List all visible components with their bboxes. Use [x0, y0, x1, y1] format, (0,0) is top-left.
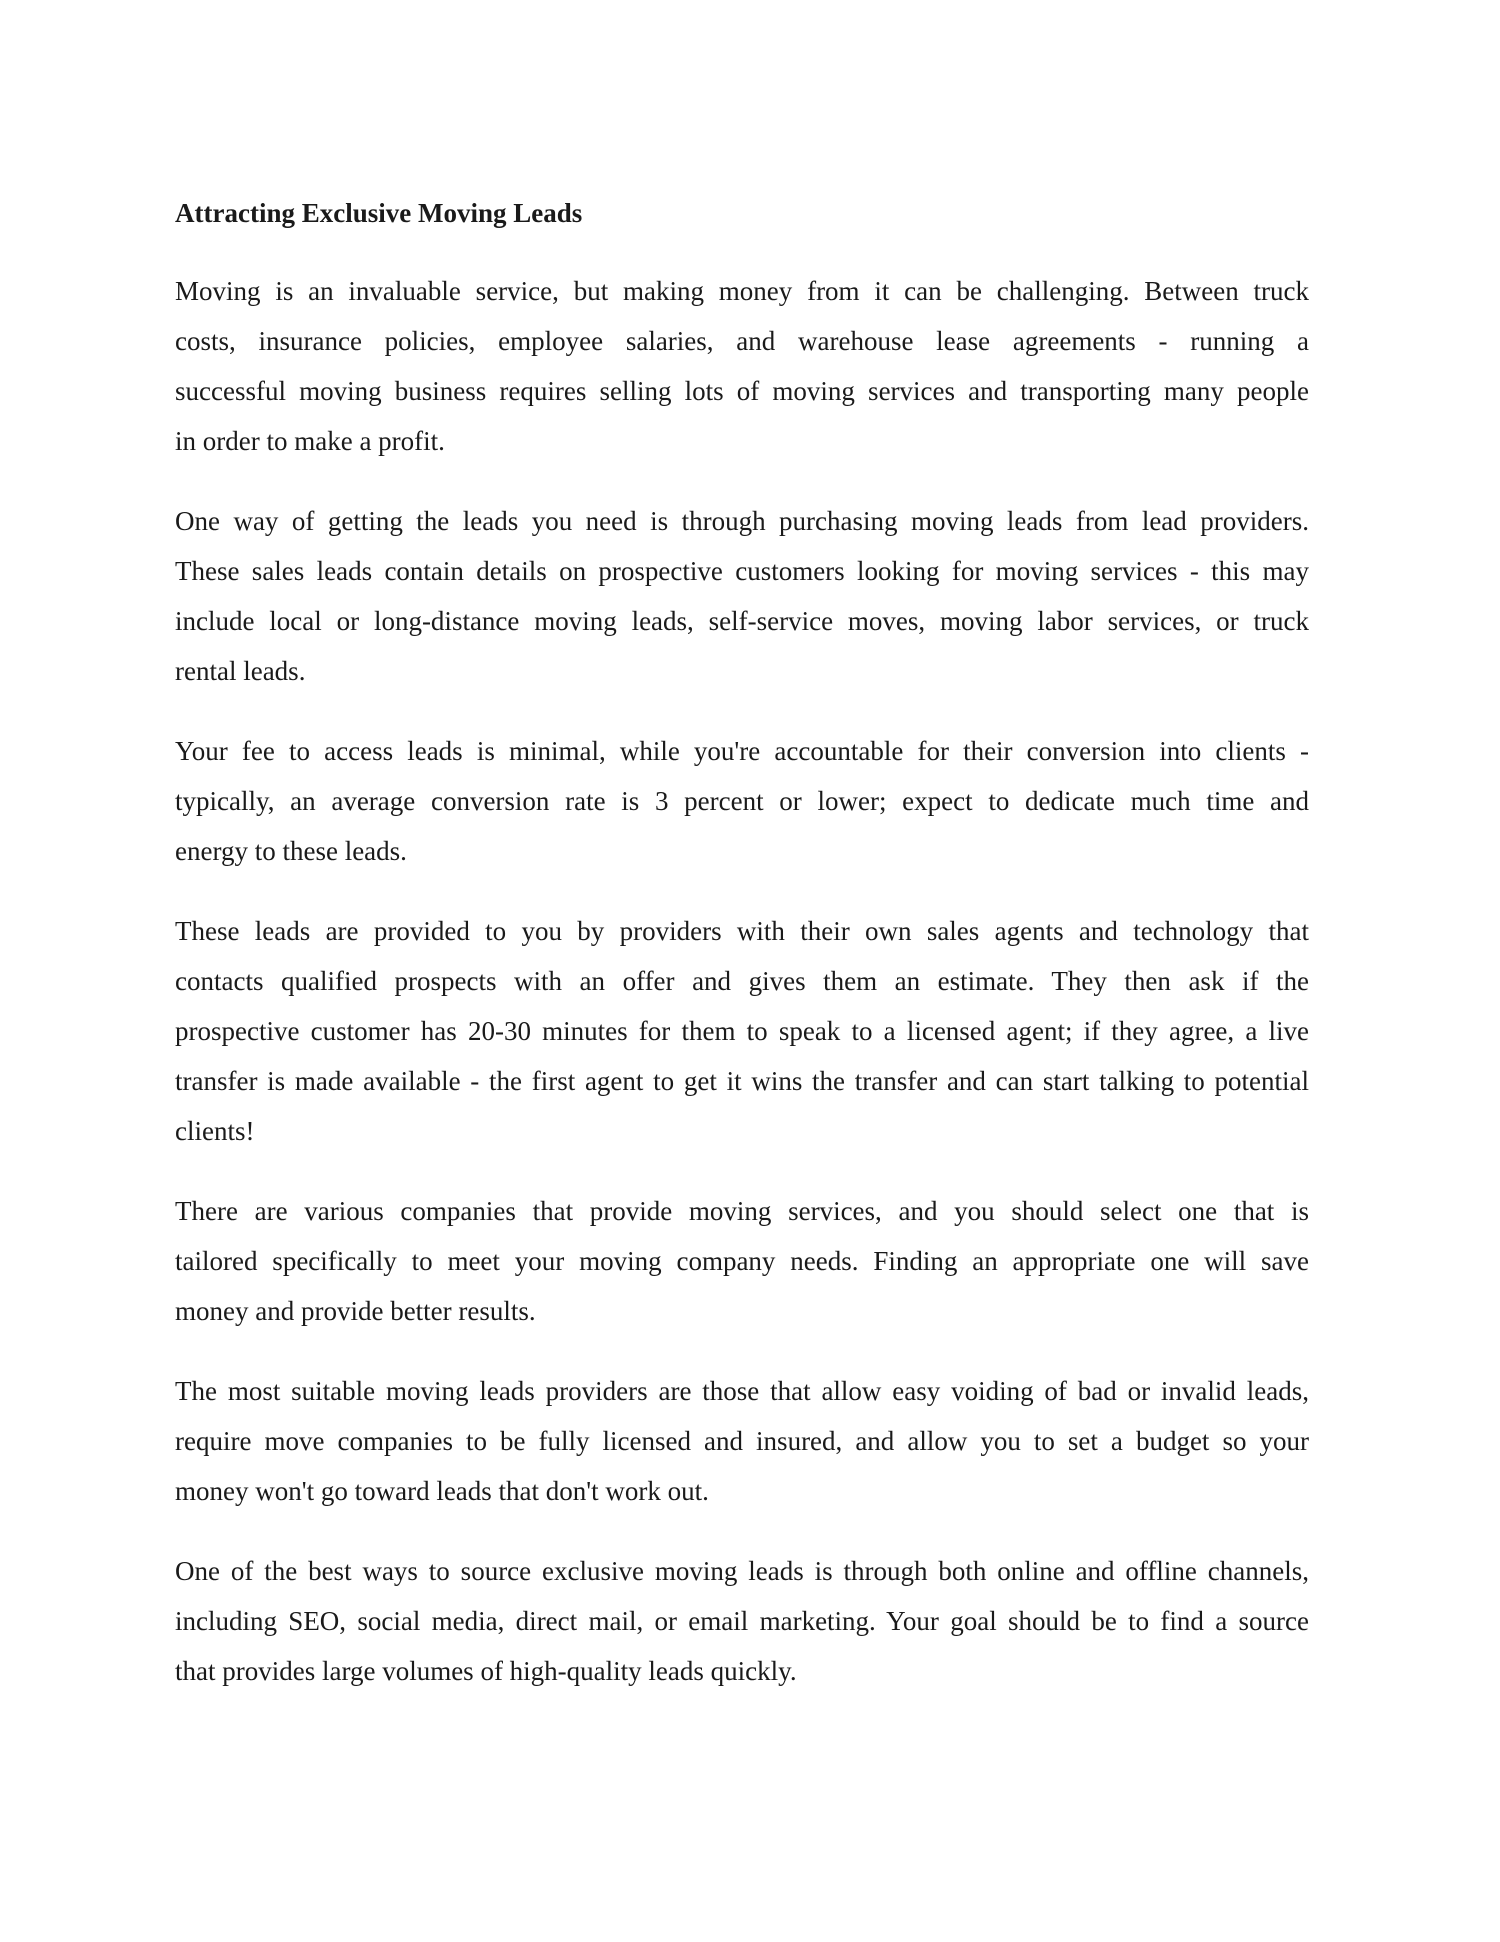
paragraph-line: typically, an average conversion rate is 3 percent or lower; expect to dedicate much time and [175, 786, 1309, 816]
paragraph-line: One way of getting the leads you need is through purchasing moving leads from lead providers. [175, 506, 1309, 536]
paragraph-line: Moving is an invaluable service, but making money from it can be challenging. Between truck [175, 276, 1309, 306]
paragraph-line: energy to these leads. [175, 836, 407, 866]
paragraph-line: money and provide better results. [175, 1296, 536, 1326]
paragraph [175, 266, 1309, 466]
paragraph-line: prospective customer has 20-30 minutes for them to speak to a licensed agent; if they agree, a live [175, 1016, 1309, 1046]
paragraph-line: contacts qualified prospects with an offer and gives them an estimate. They then ask if the [175, 966, 1309, 996]
paragraph-line: in order to make a profit. [175, 426, 445, 456]
paragraph-line: successful moving business requires selling lots of moving services and transporting many people [175, 376, 1309, 406]
paragraph [175, 1186, 1309, 1336]
paragraph-line: include local or long-distance moving leads, self-service moves, moving labor services, or truck [175, 606, 1309, 636]
paragraph-line: that provides large volumes of high-quality leads quickly. [175, 1656, 797, 1686]
paragraph [175, 1546, 1309, 1696]
paragraph-line: These sales leads contain details on prospective customers looking for moving services - this may [175, 556, 1309, 586]
document-title: Attracting Exclusive Moving Leads [175, 198, 583, 228]
document-page [175, 188, 1309, 1726]
paragraph-line: rental leads. [175, 656, 306, 686]
paragraph-line: One of the best ways to source exclusive moving leads is through both online and offline channels, [175, 1556, 1309, 1586]
paragraph-line: clients! [175, 1116, 255, 1146]
paragraph-line: costs, insurance policies, employee salaries, and warehouse lease agreements - running a [175, 326, 1309, 356]
paragraph [175, 726, 1309, 876]
paragraph-line: transfer is made available - the first agent to get it wins the transfer and can start talking to potential [175, 1066, 1309, 1096]
paragraph [175, 496, 1309, 696]
paragraph-line: Your fee to access leads is minimal, while you're accountable for their conversion into clients - [175, 736, 1309, 766]
paragraph [175, 1366, 1309, 1516]
paragraph [175, 906, 1309, 1156]
document-body [175, 266, 1309, 1696]
paragraph-line: The most suitable moving leads providers are those that allow easy voiding of bad or invalid leads, [175, 1376, 1309, 1406]
paragraph-line: require move companies to be fully licensed and insured, and allow you to set a budget so your [175, 1426, 1309, 1456]
paragraph-line: These leads are provided to you by providers with their own sales agents and technology that [175, 916, 1309, 946]
paragraph-line: including SEO, social media, direct mail, or email marketing. Your goal should be to find a source [175, 1606, 1309, 1636]
paragraph-line: money won't go toward leads that don't work out. [175, 1476, 709, 1506]
paragraph-line: tailored specifically to meet your moving company needs. Finding an appropriate one will save [175, 1246, 1309, 1276]
paragraph-line: There are various companies that provide moving services, and you should select one that is [175, 1196, 1309, 1226]
